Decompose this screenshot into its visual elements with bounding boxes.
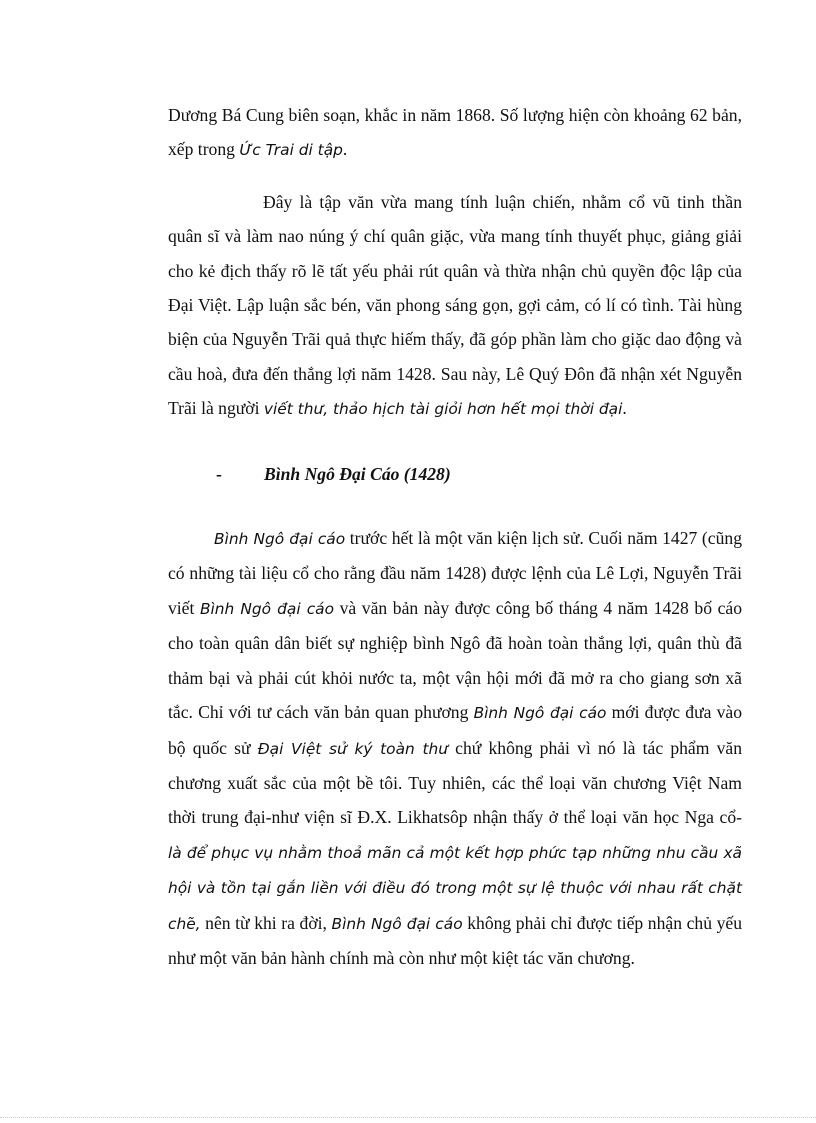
paragraph-2 [168, 185, 742, 427]
paragraph-2-italic-quote: viết thư, thảo hịch tài giỏi hơn hết mọi thời đại [263, 400, 623, 419]
paragraph-3-text-1: trước hết là một văn kiện lịch sử. Cuối năm 1427 (cũng có những tài liệu cổ cho rằng đầu năm 1428) được lệnh của Lê Lợi, Nguyễn Trãi viết [168, 528, 742, 618]
page-bottom-divider [0, 1117, 816, 1118]
paragraph-1-text-1: Dương Bá Cung biên soạn, khắc in năm 1868. Số lượng hiện còn khoảng 62 bản, xếp trong [168, 105, 742, 160]
paragraph-2-text-2: . [622, 398, 627, 419]
paragraph-3-italic-3: Bình Ngô đại cáo [473, 704, 607, 723]
paragraph-3-italic-6: Bình Ngô đại cáo [331, 914, 463, 933]
paragraph-3-text-6: không phải chỉ được tiếp nhận chủ yếu như một văn bản hành chính mà còn như một kiệt tác văn chương. [168, 912, 742, 968]
paragraph-3-text-2: và văn bản này được công bố tháng 4 năm 1428 bố cáo cho toàn quân dân biết sự nghiệp bình Ngô đã hoàn toàn thắng lợi, quân thù đã thảm bại và phải cút khỏi nước ta, một vận hội mới đã mở ra cho giang sơn xã tắc. Chỉ với tư cách văn bản quan phương [168, 597, 743, 723]
paragraph-3-italic-2: Bình Ngô đại cáo [199, 599, 335, 618]
paragraph-3 [168, 521, 742, 975]
paragraph-3-italic-5: là để phục vụ nhằm thoả mãn cả một kết hợp phức tạp những nhu cầu xã hội và tồn tại gắn liền với điều đó trong một sự lệ thuộc với nhau rất chặt chẽ, [168, 843, 742, 933]
paragraph-1-italic-title: Ức Trai di tập [239, 141, 343, 160]
heading-title: Bình Ngô Đại Cáo (1428) [264, 463, 451, 484]
paragraph-2-text-1: Đây là tập văn vừa mang tính luận chiến, nhằm cổ vũ tinh thần quân sĩ và làm nao núng ý chí quân giặc, vừa mang tính thuyết phục, giảng giải cho kẻ địch thấy rõ lẽ tất yếu phải rút quân và thừa nhận chủ quyền độc lập của Đại Việt. Lập luận sắc bén, văn phong sáng gọn, gợi cảm, có lí có tình. Tài hùng biện của Nguyễn Trãi quả thực hiếm thấy, đã góp phần làm cho giặc dao động và cầu hoà, đưa đến thắng lợi năm 1428. Sau này, Lê Quý Đôn đã nhận xét Nguyễn Trãi là người [168, 191, 742, 419]
paragraph-3-italic-4: Đại Việt sử ký toàn thư [257, 739, 448, 758]
section-heading [168, 457, 742, 491]
paragraph-3-text-5: nên từ khi ra đời, [200, 912, 332, 933]
document-body [168, 98, 742, 975]
paragraph-1-text-2: . [342, 139, 348, 160]
paragraph-3-text-3: mới được đưa vào bộ quốc sử [168, 702, 742, 758]
paragraph-3-text-4: chứ không phải vì nó là tác phẩm văn chương xuất sắc của một bề tôi. Tuy nhiên, các thể loại văn chương Việt Nam thời trung đại-như viện sĩ Đ.X. Likhatsôp nhận thấy ở thể loại văn học Nga cổ- [168, 737, 742, 828]
paragraph-3-italic-1: Bình Ngô đại cáo [214, 530, 346, 549]
paragraph-1 [168, 98, 742, 168]
heading-dash: - [216, 463, 222, 484]
